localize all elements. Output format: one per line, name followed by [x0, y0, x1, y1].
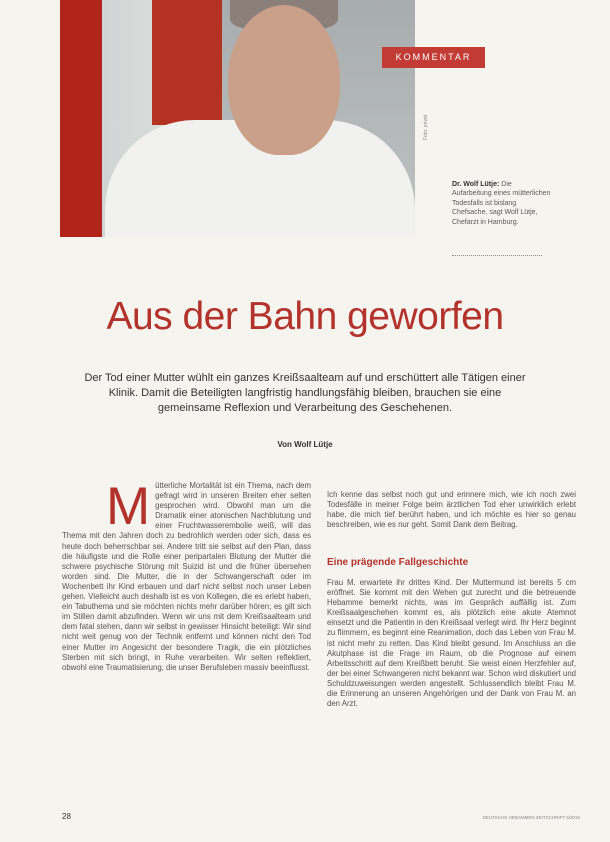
- photo-credit: Foto: privat: [423, 114, 429, 140]
- article-title: Aus der Bahn geworfen: [106, 295, 504, 338]
- right-column-intro: Ich kenne das selbst noch gut und erinnere mich, wie ich noch zwei Todesfälle in meiner Folge beim ärztlichen Tod eher unwirklich erlebt habe, die mich tief berührt haben, und ich möchte es hier so genau beschreiben, wie es nur geht. Somit Dank dem Beitrag.: [327, 490, 576, 530]
- subheading: Eine prägende Fallgeschichte: [327, 557, 469, 568]
- author-photo: [60, 0, 415, 237]
- caption-text: Die Aufarbeitung eines mütterlichen Todesfalls ist bislang Chefsache, sagt Wolf Lütje, Chefarzt in Hamburg.: [452, 181, 551, 226]
- footer-text: DEUTSCHE HEBAMMEN ZEITSCHRIFT 6/2016: [482, 815, 580, 820]
- right-column-body: Frau M. erwartete ihr drittes Kind. Der Muttermund ist bereits 5 cm eröffnet. Sie kommt mit den Wehen gut zurecht und die betreuende Hebamme bemerkt nichts, was im Gespräch auffällig ist. Zum Kreißsaalgeschehen kommt es, als plötzlich eine akute Atemnot einsetzt und die Patientin in den Kreißsaal verlegt wird. Ihr Herz beginnt zu flimmern, es beginnt eine Reanimation, doch das Leben von Frau M. ist nicht mehr zu retten. Das Kind bleibt gesund. Im Anschluss an die Akutphase ist die Frage im Raum, ob die Prognose auf einem Arbeitsschritt auf dem Kreißbett beruht. Sie weist einen Herzfehler auf, der bei einer Schwangeren nicht bekannt war. Schon wird diskutiert und Schuldzuweisungen werden angestellt. Schlussendlich bleibt Frau M. die Erinnerung an unseren Angehörigen und der Dank von Frau M. an den Arzt.: [327, 578, 576, 709]
- caption-divider: [452, 255, 542, 256]
- photo-head: [228, 5, 340, 155]
- photo-caption: [452, 180, 552, 227]
- photo-red-element: [60, 0, 102, 237]
- dropcap: M: [106, 477, 151, 536]
- page-number: 28: [62, 812, 71, 821]
- article-lead: Der Tod einer Mutter wühlt ein ganzes Kreißsaalteam auf und erschüttert alle Tätigen einer Klinik. Damit die Beteiligten langfristig handlungsfähig bleiben, brauchen sie eine gemeinsame Reflexion und Verarbeitung des Geschehenen.: [84, 372, 526, 414]
- left-column-text: ütterliche Mortalität ist ein Thema, nach dem gefragt wird in unseren Breiten eher selten gesprochen wird. Obwohl man um die Dramatik einer atonischen Nachblutung und einer Fruchtwasserembolie weiß, will das Thema mit den Jahren doch zu bedrohlich werden oder sich, dass es heute doch beherrschbar sei. Andere tritt sie selbst auf den Plan, dass die häufigste und die Rolle einer peripartalen Blutung der Mutter die schwere psychische Störung mit Suizid ist und die früher übersehen worden sind. Die Mutter, die in der Schwangerschaft oder im Wochenbett ihr Kind erbauen und darf nicht selbst noch unser Leben gehen. Vielleicht auch deshalb ist es von Kollegen, die es erlebt haben, ein Tabuthema und sie möchten nichts mehr darüber hören; es gilt sich im Stillen damit abzufinden. Wenn wir uns mit dem Kreißsaalteam und dem fatal stehen, dann wir selbst in gewisser Hinsicht beteiligt: Wir sind nicht weit genug von der Technik entfernt und können nicht den Tod einer Mutter im Angesicht der besondere Tragik, die ein plötzliches Sterben mit sich bringt, in Ruhe verarbeiten. Wir selten reflektiert, obwohl eine Traumatisierung, die unser Berufsleben massiv beeinflusst.: [62, 481, 311, 672]
- photo-red-element-2: [152, 0, 222, 125]
- left-column: [62, 477, 311, 673]
- section-label: KOMMENTAR: [382, 47, 485, 68]
- byline: Von Wolf Lütje: [277, 440, 333, 449]
- caption-name: Dr. Wolf Lütje:: [452, 181, 500, 188]
